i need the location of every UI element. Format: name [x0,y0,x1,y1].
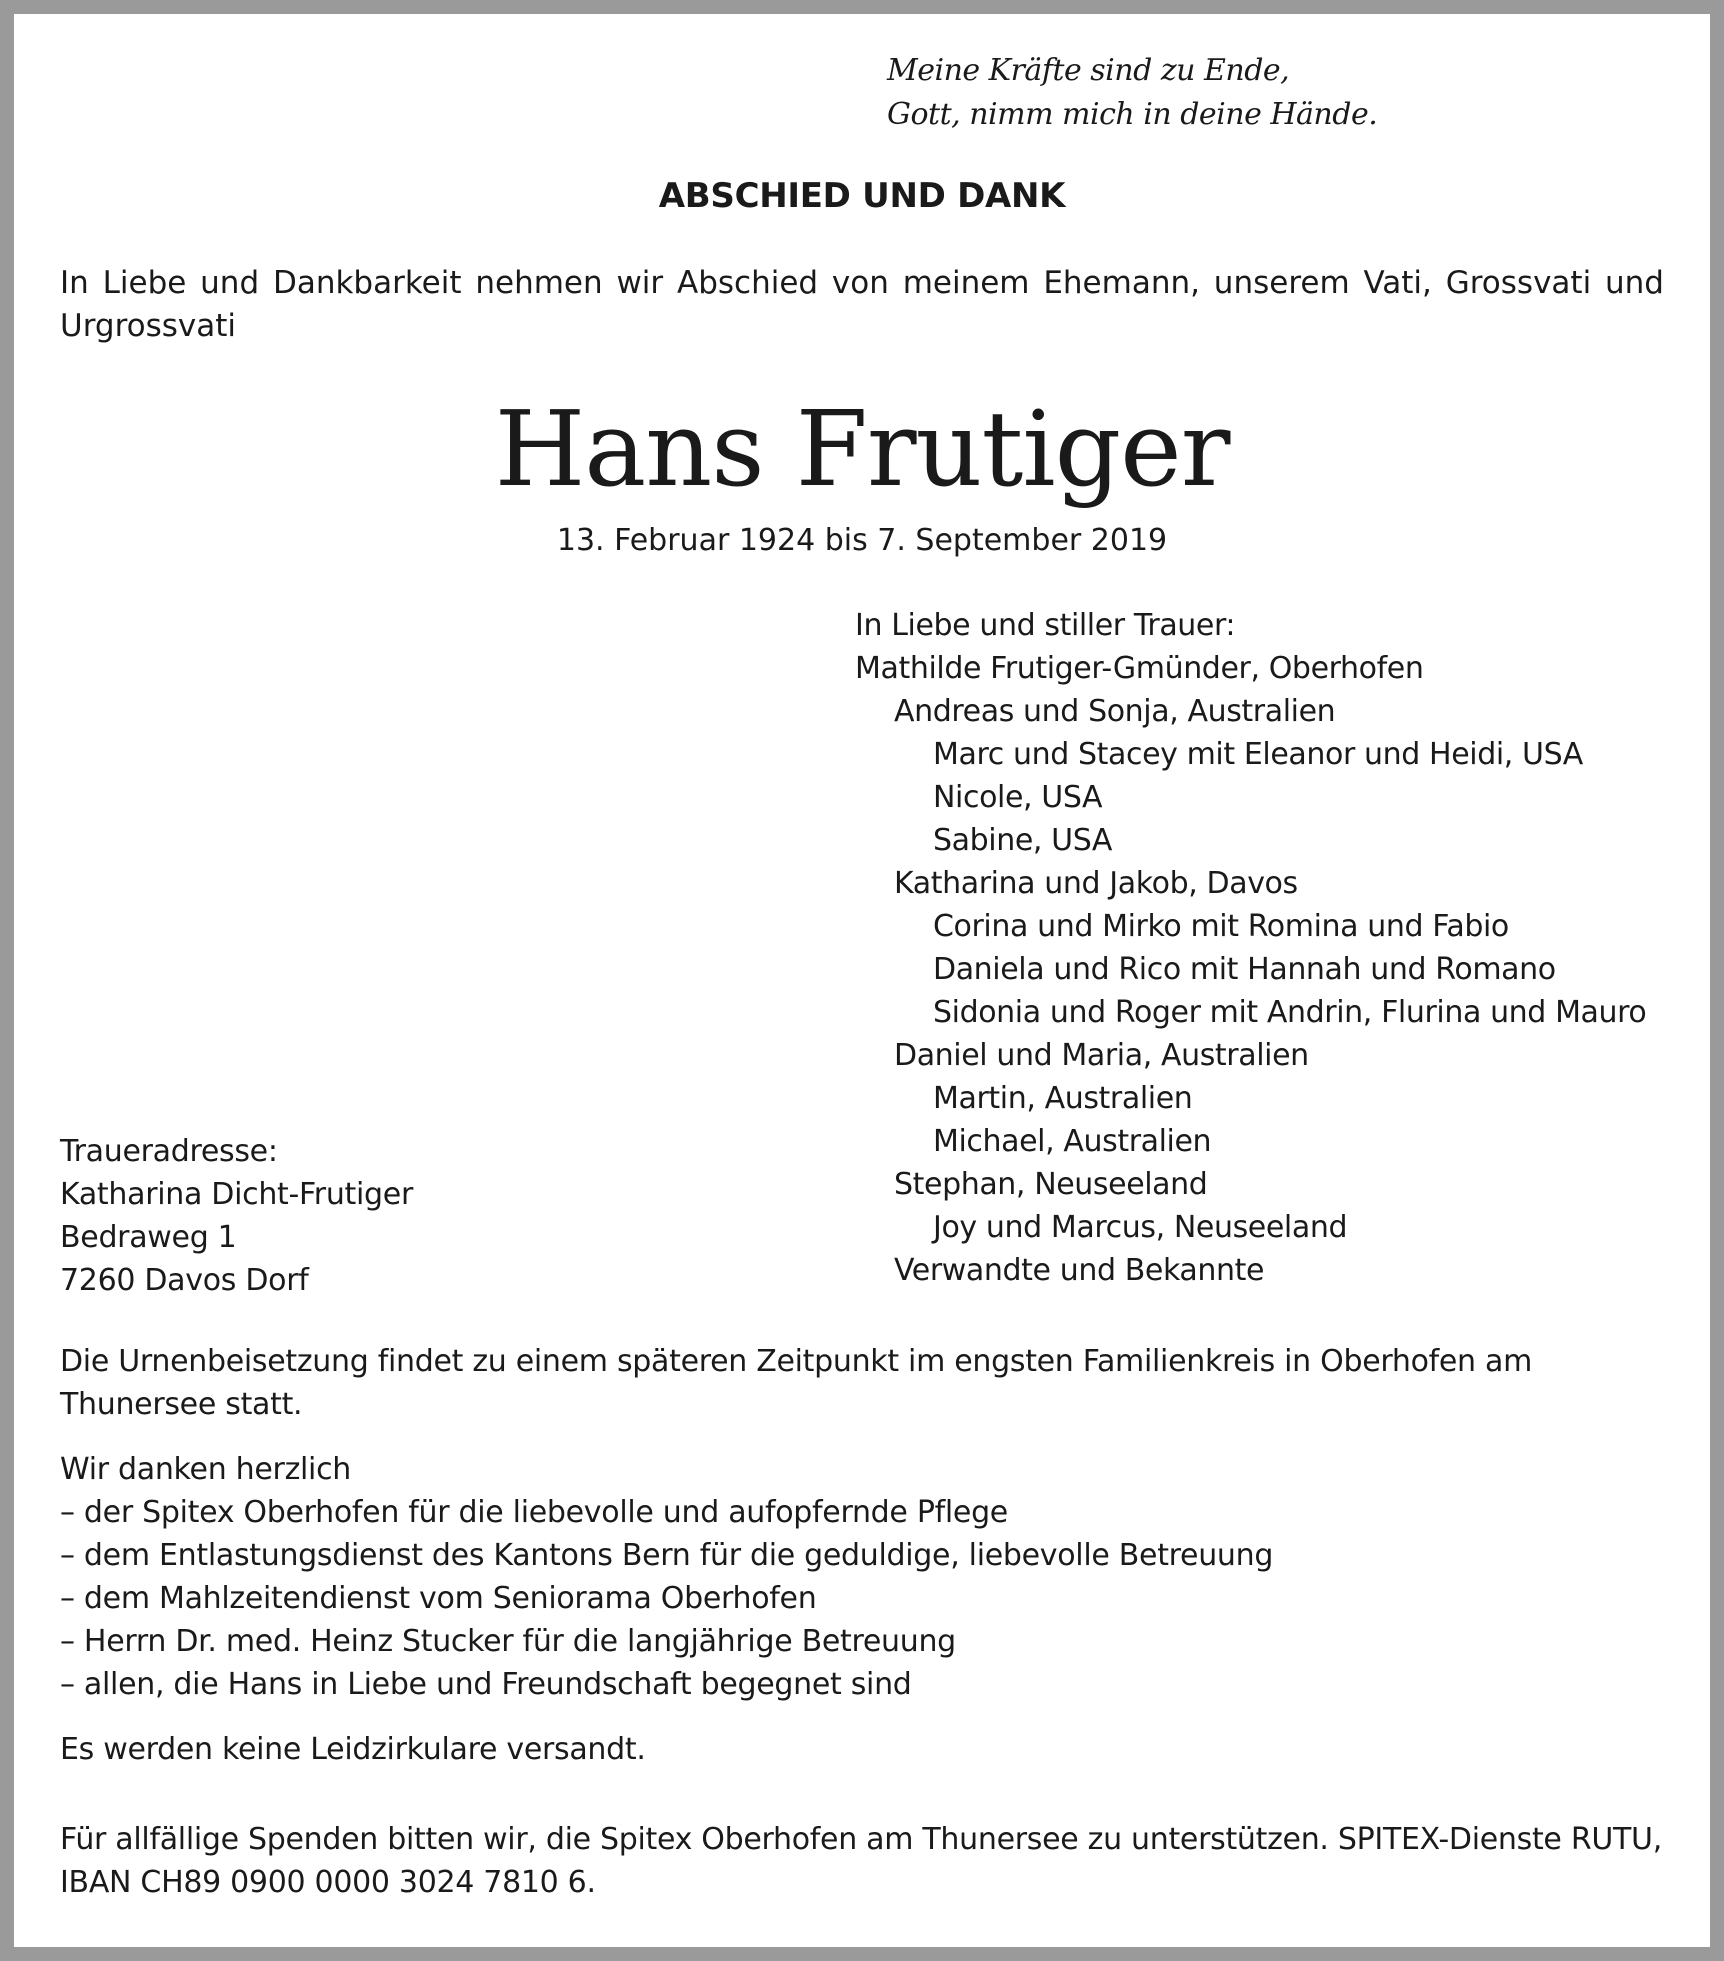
address-street: Bedraweg 1 [60,1220,237,1255]
mourner-line: Stephan, Neuseeland [894,1167,1208,1202]
donations-paragraph: Für allfällige Spenden bitten wir, die Spitex Oberhofen am Thunersee zu unterstützen. SPITEX-Dienste RUTU, IBAN CH89 0900 0000 3024 7810 6. [60,1822,1662,1900]
thanks-item: – Herrn Dr. med. Heinz Stucker für die langjährige Betreuung [60,1624,956,1659]
thanks-item: – dem Mahlzeitendienst vom Seniorama Oberhofen [60,1581,817,1616]
mourner-line: In Liebe und stiller Trauer: [855,608,1236,643]
thanks-item: – dem Entlastungsdienst des Kantons Bern für die geduldige, liebevolle Betreuung [60,1538,1274,1573]
thanks-item: – allen, die Hans in Liebe und Freundschaft begegnet sind [60,1667,912,1702]
address-label: Traueradresse: [60,1134,278,1169]
mourners-list [855,604,1646,1292]
thanks-section [60,1448,1664,1706]
address-name: Katharina Dicht-Frutiger [60,1177,413,1212]
notice-heading: ABSCHIED UND DANK [658,176,1066,216]
life-dates: 13. Februar 1924 bis 7. September 2019 [556,523,1168,558]
burial-paragraph: Die Urnenbeisetzung findet zu einem späteren Zeitpunkt im engsten Familienkreis in Oberhofen am Thunersee statt. [60,1344,1532,1422]
mourner-line: Michael, Australien [933,1124,1212,1159]
intro-paragraph: In Liebe und Dankbarkeit nehmen wir Abschied von meinem Ehemann, unserem Vati, Grossvati und Urgrossvati [60,265,1664,344]
mourner-line: Sabine, USA [933,823,1113,858]
motto-line: Meine Kräfte sind zu Ende, [887,53,1290,88]
mourner-line: Mathilde Frutiger-Gmünder, Oberhofen [855,651,1424,686]
circulars-note: Es werden keine Leidzirkulare versandt. [60,1732,646,1767]
address-city: 7260 Davos Dorf [60,1263,309,1298]
mourner-line: Andreas und Sonja, Australien [894,694,1336,729]
mourner-line: Martin, Australien [933,1081,1193,1116]
mourner-line: Daniel und Maria, Australien [894,1038,1309,1073]
deceased-name: Hans Frutiger [494,388,1230,510]
thanks-item: – der Spitex Oberhofen für die liebevolle und aufopfernde Pflege [60,1495,1008,1530]
mourner-line: Joy und Marcus, Neuseeland [933,1210,1348,1245]
motto-verse [887,49,1377,137]
mourner-line: Corina und Mirko mit Romina und Fabio [933,909,1509,944]
thanks-intro: Wir danken herzlich [60,1452,351,1487]
obituary-notice [14,14,1710,1947]
mourner-line: Katharina und Jakob, Davos [894,866,1298,901]
mourner-line: Marc und Stacey mit Eleanor und Heidi, USA [933,737,1583,772]
motto-line: Gott, nimm mich in deine Hände. [887,97,1378,132]
mourner-line: Nicole, USA [933,780,1103,815]
mourner-line: Verwandte und Bekannte [894,1253,1265,1288]
mourning-address [60,1130,413,1302]
mourner-line: Sidonia und Roger mit Andrin, Flurina und Mauro [933,995,1647,1030]
mourner-line: Daniela und Rico mit Hannah und Romano [933,952,1556,987]
